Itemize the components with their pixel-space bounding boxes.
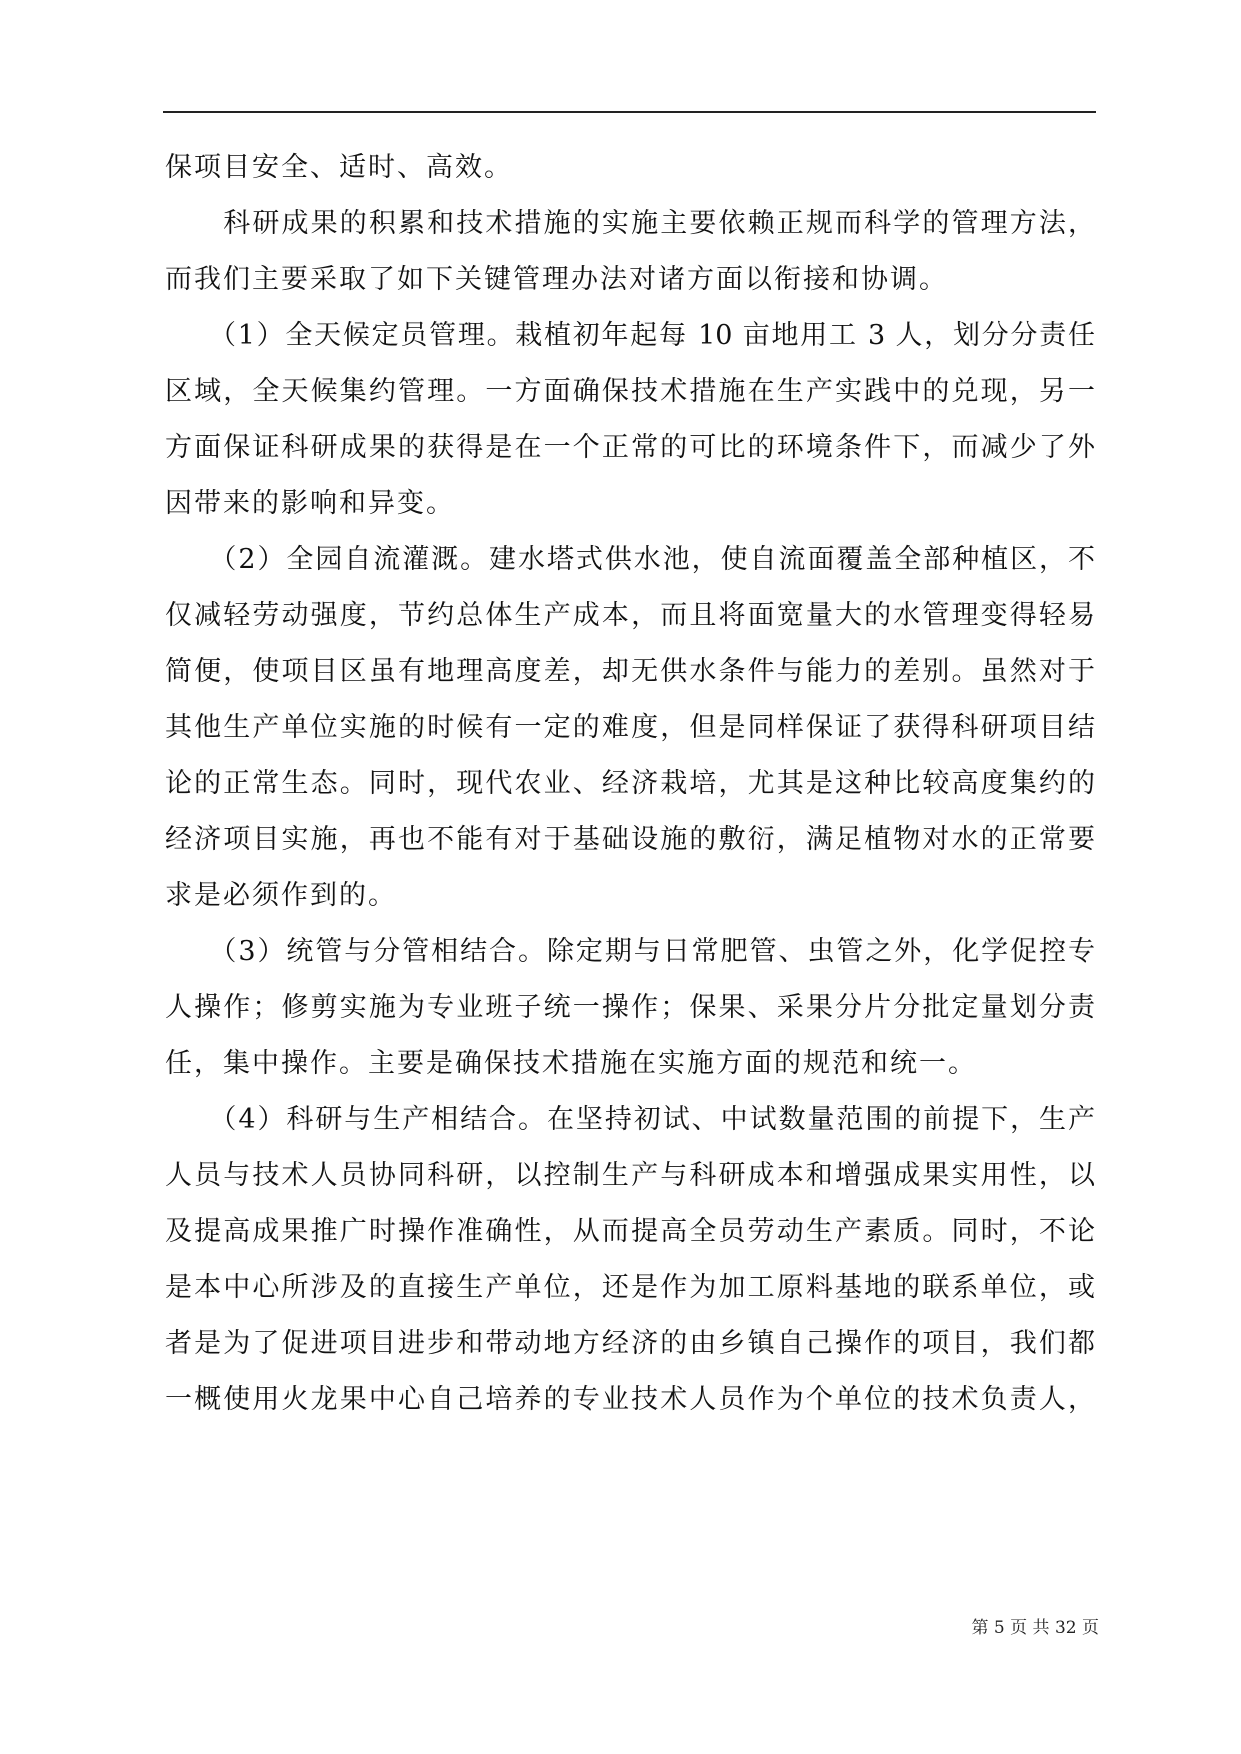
- text-line: （1）全天候定员管理。栽植初年起每 10 亩地用工 3 人，划分分责任: [165, 320, 1095, 351]
- text-line: 人操作；修剪实施为专业班子统一操作；保果、采果分片分批定量划分责: [165, 992, 1095, 1023]
- text-line: （4）科研与生产相结合。在坚持初试、中试数量范围的前提下，生产: [165, 1104, 1095, 1135]
- document-body: [165, 140, 1095, 1428]
- text-line: 其他生产单位实施的时候有一定的难度，但是同样保证了获得科研项目结: [165, 712, 1095, 743]
- text-line: 经济项目实施，再也不能有对于基础设施的敷衍，满足植物对水的正常要: [165, 824, 1095, 855]
- text-line: 仅减轻劳动强度，节约总体生产成本，而且将面宽量大的水管理变得轻易: [165, 600, 1095, 631]
- text-line: （2）全园自流灌溉。建水塔式供水池，使自流面覆盖全部种植区，不: [165, 544, 1095, 575]
- page-number: 第 5 页 共 32 页: [971, 1618, 1099, 1638]
- text-line: 是本中心所涉及的直接生产单位，还是作为加工原料基地的联系单位，或: [165, 1272, 1095, 1303]
- header-rule: [163, 111, 1096, 113]
- text-line: （3）统管与分管相结合。除定期与日常肥管、虫管之外，化学促控专: [165, 936, 1095, 967]
- text-line: 简便，使项目区虽有地理高度差，却无供水条件与能力的差别。虽然对于: [165, 656, 1095, 687]
- text-line: 区域，全天候集约管理。一方面确保技术措施在生产实践中的兑现，另一: [165, 376, 1095, 407]
- text-line: 科研成果的积累和技术措施的实施主要依赖正规而科学的管理方法，: [165, 208, 1095, 239]
- text-line: 论的正常生态。同时，现代农业、经济栽培，尤其是这种比较高度集约的: [165, 768, 1095, 799]
- text-line: 因带来的影响和异变。: [165, 488, 455, 519]
- text-line: 人员与技术人员协同科研，以控制生产与科研成本和增强成果实用性，以: [165, 1160, 1095, 1191]
- text-line: 保项目安全、适时、高效。: [165, 152, 513, 183]
- text-line: 及提高成果推广时操作准确性，从而提高全员劳动生产素质。同时，不论: [165, 1216, 1095, 1247]
- text-line: 求是必须作到的。: [165, 880, 397, 911]
- text-line: 者是为了促进项目进步和带动地方经济的由乡镇自己操作的项目，我们都: [165, 1328, 1095, 1359]
- text-line: 方面保证科研成果的获得是在一个正常的可比的环境条件下，而减少了外: [165, 432, 1095, 463]
- text-line: 而我们主要采取了如下关键管理办法对诸方面以衔接和协调。: [165, 264, 948, 295]
- text-line: 任，集中操作。主要是确保技术措施在实施方面的规范和统一。: [165, 1048, 977, 1079]
- text-line: 一概使用火龙果中心自己培养的专业技术人员作为个单位的技术负责人，: [165, 1384, 1095, 1415]
